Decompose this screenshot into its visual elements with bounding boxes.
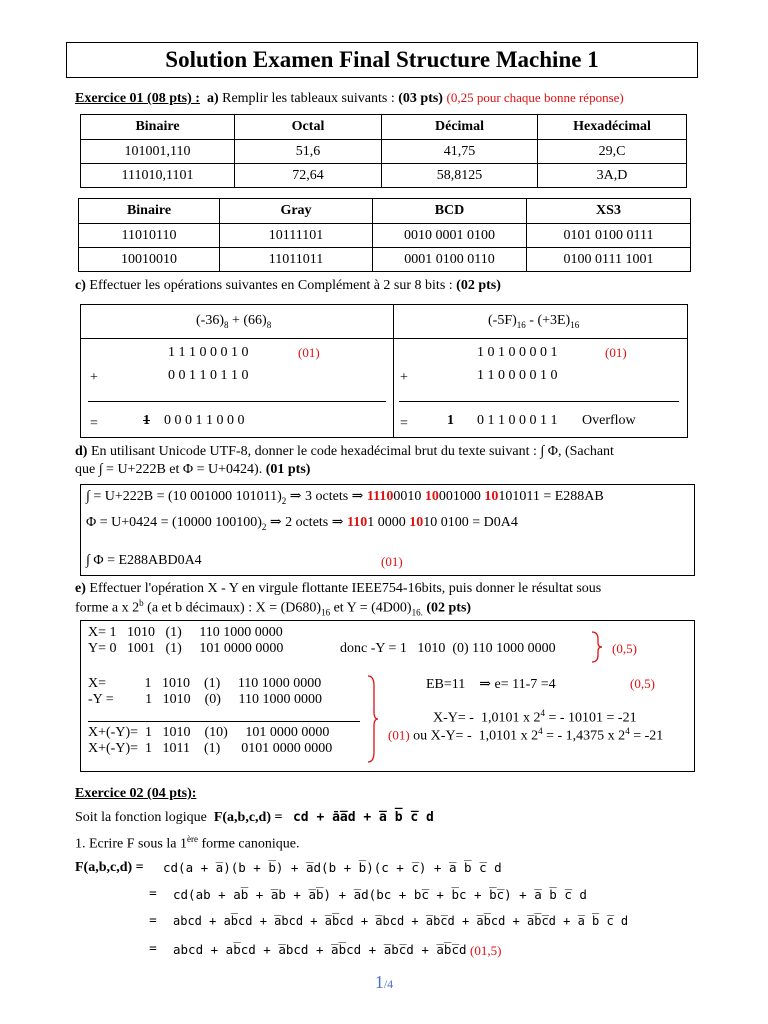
ex1-e-sub1: 16 <box>321 607 331 618</box>
utf8-line2 <box>86 514 518 532</box>
c-right-header-a-sub: 16 <box>516 319 526 330</box>
table1-header: Décimal <box>382 115 538 140</box>
utf8-l1e: 101011 = E288AB <box>498 489 604 504</box>
ex2-intro-line <box>75 810 434 826</box>
ex1-e-line2 <box>75 598 471 617</box>
c-left-header-a: (-36) <box>196 313 224 328</box>
c-right-dashes <box>399 401 679 402</box>
ieee-y: Y= 0 1001 (1) 101 0000 0000 <box>88 641 284 656</box>
ieee-a2: -Y = 1 1010 (0) 110 1000 0000 <box>88 692 322 707</box>
ex2-q1b: forme canonique. <box>197 836 300 852</box>
ex2-q1sup: ère <box>186 834 198 844</box>
ex1-d-text1: En utilisant Unicode UTF-8, donner le code hexadécimal brut du texte suivant : ∫ Φ, (Sachant <box>90 444 614 459</box>
ex1-a-note: (0,25 pour chaque bonne réponse) <box>446 90 624 105</box>
brace-icon <box>366 674 380 764</box>
utf8-l1c: 0010 <box>393 489 425 504</box>
utf8-l1a: ∫ = U+222B = (10 001000 101011) <box>86 489 282 504</box>
ex2-fexpr: cd + āa̅d + a̅ b̅ c̅ d <box>292 810 434 825</box>
table-row <box>81 140 687 164</box>
ex1-e-line1 <box>75 581 695 597</box>
ieee-mark2: (0,5) <box>630 676 655 691</box>
ex2-q1a: 1. Ecrire F sous la 1 <box>75 836 187 852</box>
c-left-dashes <box>88 401 386 402</box>
ex1-e-text2c: et Y = (4D00) <box>330 600 412 616</box>
ieee-r1a: X-Y= - 1,0101 x 2 <box>433 710 541 726</box>
ex1-e-sub2: 16. <box>411 607 423 618</box>
table-cell: 0100 0111 1001 <box>527 248 691 272</box>
ieee-r2a: ou X-Y= - 1,0101 x 2 <box>409 728 539 744</box>
c-right-equals: = <box>400 416 408 431</box>
ex1-d-text2: que ∫ = U+222B et Φ = U+0424). <box>75 462 263 477</box>
table-cell: 3A,D <box>538 164 687 188</box>
brace-icon <box>590 630 604 664</box>
c-right-overflow: Overflow <box>582 413 636 428</box>
page-number <box>0 972 768 993</box>
utf8-mark: (01) <box>381 554 403 569</box>
c-left-line1: 1 1 1 0 0 0 1 0 <box>168 345 249 360</box>
ex1-a-line <box>75 90 624 107</box>
c-left-header <box>196 313 271 330</box>
table-row <box>79 224 691 248</box>
ieee-negy: donc -Y = 1 1010 (0) 110 1000 0000 <box>340 641 556 656</box>
page-current: 1 <box>374 972 384 992</box>
table-cell: 72,64 <box>235 164 382 188</box>
ex1-e-pts: (02 pts) <box>426 600 472 616</box>
ex1-e-label: e) <box>75 581 86 596</box>
table1-header: Binaire <box>81 115 235 140</box>
ex1-c-label: c) <box>75 278 86 293</box>
table-cell: 10111101 <box>220 224 373 248</box>
table-cell: 58,8125 <box>382 164 538 188</box>
ieee-x: X= 1 1010 (1) 110 1000 0000 <box>88 625 283 640</box>
utf8-result: ∫ Φ = E288ABD0A4 <box>86 553 202 568</box>
utf8-l1b: ⇒ 3 octets ⇒ <box>286 489 367 504</box>
c-left-header-b-sub: 8 <box>266 319 272 330</box>
utf8-l2sub: 2 <box>261 521 267 532</box>
ex1-d-line1 <box>75 444 614 460</box>
table-number-bases <box>80 114 687 188</box>
ex2-l3: abcd + ab̅cd + a̅bcd + a̅b̅cd + a̅bcd + a̅bc̅d + a̅b̅cd + a̅b̅c̅d + a̅ b̅ c̅ d <box>173 914 629 928</box>
ieee-mark1: (0,5) <box>612 641 637 656</box>
ex2-eq: = <box>149 942 157 957</box>
ex1-a-text: Remplir les tableaux suivants : <box>222 91 395 106</box>
ieee-dashes <box>88 721 360 722</box>
page-total: /4 <box>383 977 394 991</box>
ex1-a-label: a) <box>206 91 219 106</box>
ex2-heading: Exercice 02 (04 pts): <box>75 786 197 801</box>
table-cell: 29,C <box>538 140 687 164</box>
ex2-l1: cd(a + a̅)(b + b̅) + a̅d(b + b̅)(c + c̅) + a̅ b̅ c̅ d <box>163 860 502 875</box>
ex2-fdef: F(a,b,c,d) = <box>213 810 283 825</box>
ieee-r2sup2: 4 <box>625 726 630 736</box>
ex2-eq: = <box>149 914 157 929</box>
table-cell: 111010,1101 <box>81 164 235 188</box>
utf8-prefix: 110 <box>346 515 368 530</box>
table2-header: XS3 <box>527 199 691 224</box>
ieee-r2c: = -21 <box>629 728 664 744</box>
ex2-mark: (01,5) <box>470 943 502 958</box>
ex2-l2: cd(ab + ab̅ + a̅b + a̅b̅) + a̅d(bc + bc̅ + b̅c + b̅c̅) + a̅ b̅ c̅ d <box>173 887 587 902</box>
ex1-d-label: d) <box>75 444 88 459</box>
c-right-line1: 1 0 1 0 0 0 0 1 <box>477 345 558 360</box>
c-right-header-b-sub: 16 <box>570 319 580 330</box>
c-left-header-a-sub: 8 <box>224 319 229 330</box>
ex2-intro: Soit la fonction logique <box>75 810 207 825</box>
table-row <box>81 164 687 188</box>
utf8-prefix: 10 <box>409 515 424 530</box>
ieee-r2 <box>381 710 663 745</box>
table-cell: 11010110 <box>79 224 220 248</box>
utf8-line1 <box>86 488 604 506</box>
table1-header: Hexadécimal <box>538 115 687 140</box>
ieee-a1: X= 1 1010 (1) 110 1000 0000 <box>88 676 322 691</box>
page-title: Solution Examen Final Structure Machine 1 <box>165 47 599 72</box>
utf8-l1sub: 2 <box>281 495 287 506</box>
ieee-r2b: = - 1,4375 x 2 <box>542 728 626 744</box>
table-cell: 0010 0001 0100 <box>373 224 527 248</box>
c-right-carry: 1 <box>447 413 454 428</box>
c-left-mark: (01) <box>298 345 320 360</box>
utf8-prefix: 10 <box>424 489 439 504</box>
ex1-c-text: Effectuer les opérations suivantes en Complément à 2 sur 8 bits : <box>89 278 453 293</box>
ex1-c-line <box>75 278 501 294</box>
table2-header: BCD <box>373 199 527 224</box>
table-cell: 0001 0100 0110 <box>373 248 527 272</box>
ex1-e-text2a: forme a x 2 <box>75 600 140 616</box>
divider <box>80 338 688 339</box>
ieee-eb: EB=11 ⇒ e= 11-7 =4 <box>426 677 556 692</box>
ex1-d-pts: (01 pts) <box>265 462 311 477</box>
c-right-result: 0 1 1 0 0 0 1 1 <box>477 413 558 428</box>
c-left-plus: + <box>90 370 98 385</box>
ieee-r1sup: 4 <box>540 708 545 718</box>
ieee-a3: X+(-Y)= 1 1010 (10) 101 0000 0000 <box>88 725 330 740</box>
table-cell: 10010010 <box>79 248 220 272</box>
c-right-mark: (01) <box>605 345 627 360</box>
utf8-l2d: 10 0100 = D0A4 <box>423 515 518 530</box>
ieee-r1b: = - 10101 = -21 <box>544 710 637 726</box>
table-cell: 11011011 <box>220 248 373 272</box>
table1-header: Octal <box>235 115 382 140</box>
utf8-l1d: 001000 <box>438 489 485 504</box>
table2-header: Binaire <box>79 199 220 224</box>
table-row <box>79 248 691 272</box>
table-cell: 0101 0100 0111 <box>527 224 691 248</box>
divider <box>393 304 394 438</box>
utf8-prefix: 10 <box>484 489 499 504</box>
utf8-l2c: 1 0000 <box>367 515 410 530</box>
ex1-c-pts: (02 pts) <box>456 278 501 293</box>
ex2-eq: = <box>149 887 157 902</box>
ex1-d-line2 <box>75 462 310 478</box>
c-right-header <box>488 313 579 330</box>
table-cell: 41,75 <box>382 140 538 164</box>
table-cell: 101001,110 <box>81 140 235 164</box>
c-left-line2: 0 0 1 1 0 1 1 0 <box>168 368 249 383</box>
c-left-carry: 1 <box>143 413 150 428</box>
table2-header: Gray <box>220 199 373 224</box>
c-right-plus: + <box>400 370 408 385</box>
ex1-e-text1: Effectuer l'opération X - Y en virgule flottante IEEE754-16bits, puis donner le résultat sous <box>89 581 602 596</box>
utf8-l2b: ⇒ 2 octets ⇒ <box>266 515 347 530</box>
title-box <box>66 42 698 78</box>
ieee-a4: X+(-Y)= 1 1011 (1) 0101 0000 0000 <box>88 741 333 756</box>
c-right-line2: 1 1 0 0 0 0 1 0 <box>477 368 558 383</box>
ex2-flabel: F(a,b,c,d) = <box>75 860 144 875</box>
ex1-heading: Exercice 01 (08 pts) : <box>75 91 200 106</box>
ex1-a-pts: (03 pts) <box>398 91 443 106</box>
ex2-l4: abcd + ab̅cd + a̅bcd + a̅b̅cd + a̅bc̅d + a̅b̅c̅d <box>173 942 467 957</box>
ieee-r2sup1: 4 <box>538 726 543 736</box>
utf8-prefix: 1110 <box>366 489 394 504</box>
ex1-e-text2b: (a et b décimaux) : X = (D680) <box>143 600 322 616</box>
ieee-mark3: (01) <box>388 727 410 743</box>
ex1-e-sup: b <box>139 598 144 608</box>
c-left-equals: = <box>90 416 98 431</box>
utf8-l2a: Φ = U+0424 = (10000 100100) <box>86 515 262 530</box>
c-right-header-a: (-5F) <box>488 313 517 328</box>
ex2-q1 <box>75 834 299 853</box>
c-right-header-b: - (+3E) <box>525 313 571 328</box>
c-left-header-b: + (66) <box>228 313 267 328</box>
table-cell: 51,6 <box>235 140 382 164</box>
table-codes <box>78 198 691 272</box>
c-left-result: 0 0 0 1 1 0 0 0 <box>164 413 245 428</box>
